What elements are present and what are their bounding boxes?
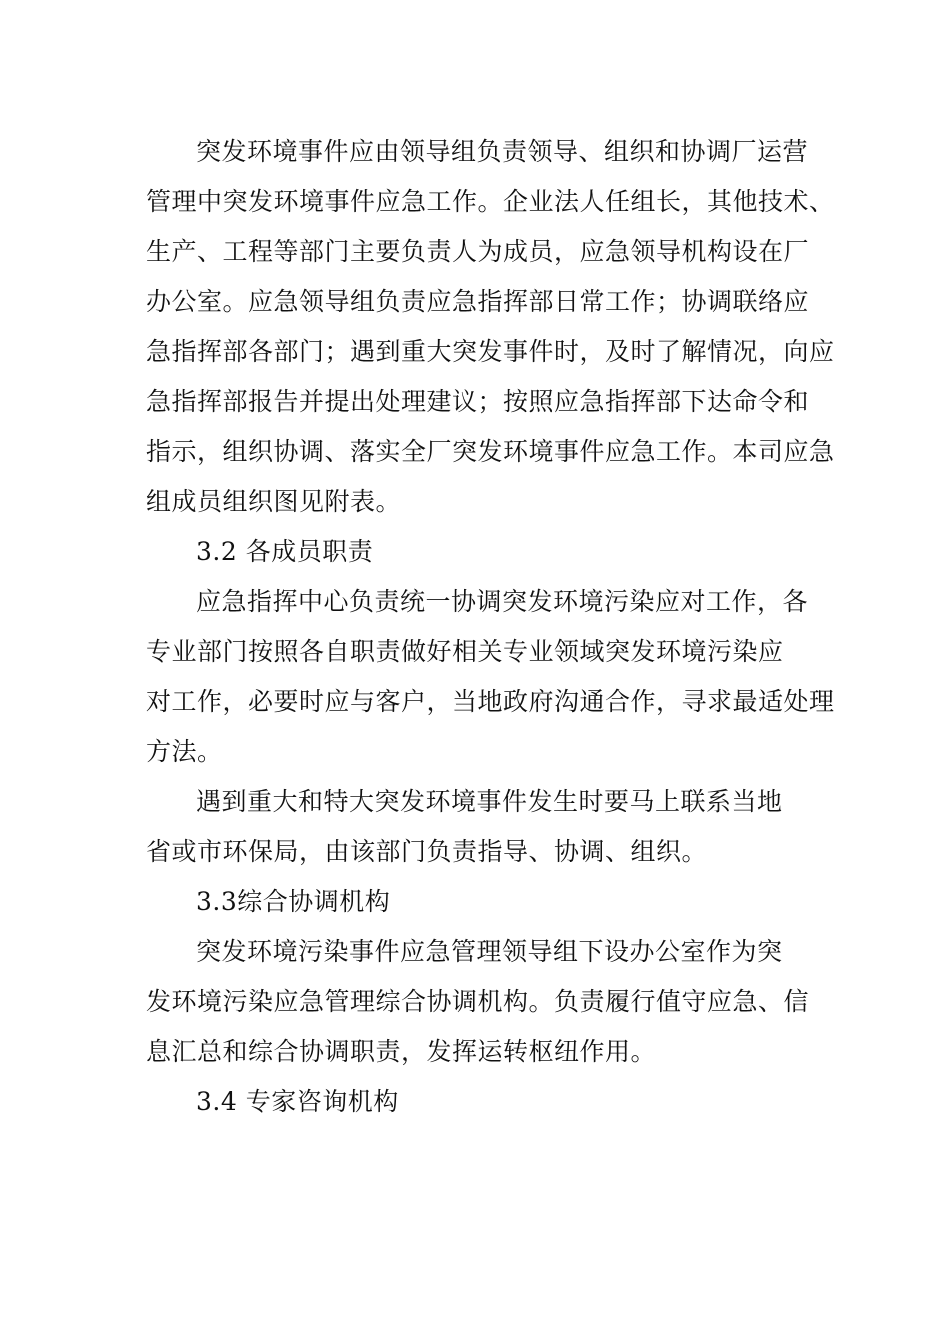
paragraph-line: 突发环境污染事件应急管理领导组下设办公室作为突 (196, 937, 783, 966)
paragraph-line: 组成员组织图见附表。 (146, 487, 402, 516)
paragraph-line: 遇到重大和特大突发环境事件发生时要马上联系当地 (196, 787, 783, 816)
section-heading: 3.2 各成员职责 (196, 537, 374, 566)
paragraph-line: 专业部门按照各自职责做好相关专业领域突发环境污染应 (146, 637, 784, 666)
section-heading: 3.4 专家咨询机构 (196, 1087, 399, 1116)
paragraph-line: 急指挥部各部门；遇到重大突发事件时，及时了解情况，向应 (146, 337, 835, 366)
section-heading: 3.3综合协调机构 (196, 887, 391, 916)
paragraph-line: 生产、工程等部门主要负责人为成员，应急领导机构设在厂 (146, 237, 810, 266)
paragraph-line: 急指挥部报告并提出处理建议；按照应急指挥部下达命令和 (146, 387, 810, 416)
paragraph-line: 对工作，必要时应与客户，当地政府沟通合作，寻求最适处理 (146, 687, 835, 716)
paragraph-line: 省或市环保局，由该部门负责指导、协调、组织。 (146, 837, 708, 866)
paragraph-line: 应急指挥中心负责统一协调突发环境污染应对工作，各 (196, 587, 809, 616)
paragraph-line: 办公室。应急领导组负责应急指挥部日常工作；协调联络应 (146, 287, 810, 316)
paragraph-line: 方法。 (146, 737, 223, 766)
paragraph-line: 管理中突发环境事件应急工作。企业法人任组长，其他技术、 (146, 187, 835, 216)
paragraph-line: 突发环境事件应由领导组负责领导、组织和协调厂运营 (196, 137, 809, 166)
paragraph-line: 发环境污染应急管理综合协调机构。负责履行值守应急、信 (146, 987, 810, 1016)
paragraph-line: 指示，组织协调、落实全厂突发环境事件应急工作。本司应急 (146, 437, 835, 466)
paragraph-line: 息汇总和综合协调职责，发挥运转枢纽作用。 (146, 1037, 657, 1066)
